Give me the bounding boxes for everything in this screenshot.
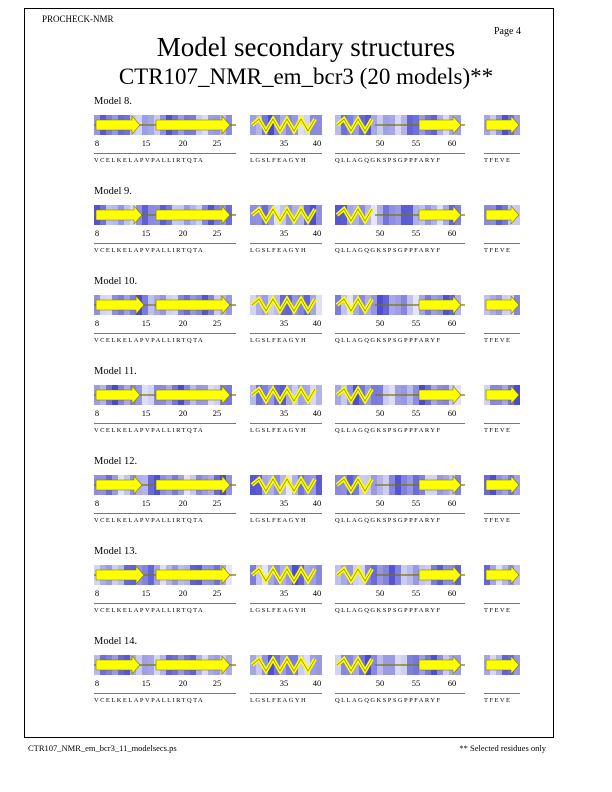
sequence-text: LGSLFEAGYH <box>250 337 308 344</box>
structure-segment <box>335 295 465 315</box>
residue-tick-label: 20 <box>178 318 188 328</box>
sequence-rule <box>484 333 520 334</box>
residue-tick-label: 55 <box>411 498 421 508</box>
sequence-rule <box>94 513 236 514</box>
sequence-text: VCELKELAPVPALLIRTQTA <box>94 247 205 254</box>
residue-tick-label: 50 <box>375 408 385 418</box>
model-label: Model 10. <box>94 276 138 287</box>
sequence-text: LGSLFEAGYH <box>250 607 308 614</box>
sequence-text: LGSLFEAGYH <box>250 517 308 524</box>
residue-tick-label: 15 <box>141 228 151 238</box>
residue-tick-label: 35 <box>279 498 289 508</box>
structure-segment <box>250 205 322 225</box>
residue-tick-label: 40 <box>312 318 322 328</box>
structure-segment <box>484 475 520 495</box>
residue-tick-label: 35 <box>279 138 289 148</box>
sequence-text: VCELKELAPVPALLIRTQTA <box>94 517 205 524</box>
sequence-rule <box>484 243 520 244</box>
sequence-rule <box>250 603 322 604</box>
residue-tick-label: 50 <box>375 228 385 238</box>
sequence-rule <box>94 423 236 424</box>
sequence-text: TFEVE <box>484 697 512 704</box>
footer-filename: CTR107_NMR_em_bcr3_11_modelsecs.ps <box>28 743 177 753</box>
residue-tick-label: 55 <box>411 678 421 688</box>
sequence-rule <box>335 243 465 244</box>
model-label: Model 8. <box>94 96 132 107</box>
residue-tick-label: 40 <box>312 228 322 238</box>
sequence-text: QLLAGQGKSPSGPPFARYF <box>335 157 442 164</box>
model-block <box>94 366 534 454</box>
sequence-text: QLLAGQGKSPSGPPFARYF <box>335 607 442 614</box>
residue-tick-label: 60 <box>447 408 457 418</box>
residue-tick-label: 8 <box>94 228 100 238</box>
model-label: Model 11. <box>94 366 137 377</box>
residue-tick-label: 8 <box>94 498 100 508</box>
model-block <box>94 186 534 274</box>
sequence-text: QLLAGQGKSPSGPPFARYF <box>335 697 442 704</box>
model-label: Model 12. <box>94 456 138 467</box>
residue-tick-label: 8 <box>94 588 100 598</box>
residue-tick-label: 20 <box>178 678 188 688</box>
residue-tick-label: 25 <box>212 138 222 148</box>
sequence-rule <box>250 513 322 514</box>
residue-ticks <box>94 228 534 240</box>
sequence-rule <box>94 693 236 694</box>
structure-segment <box>250 385 322 405</box>
sequence-rule <box>335 603 465 604</box>
residue-tick-label: 35 <box>279 318 289 328</box>
residue-tick-label: 40 <box>312 138 322 148</box>
residue-tick-label: 20 <box>178 228 188 238</box>
residue-tick-label: 50 <box>375 678 385 688</box>
sequence-rule <box>484 153 520 154</box>
sequence-text: TFEVE <box>484 607 512 614</box>
residue-ticks <box>94 138 534 150</box>
structure-segment <box>335 565 465 585</box>
residue-tick-label: 60 <box>447 318 457 328</box>
structure-segment <box>94 295 236 315</box>
residue-tick-label: 35 <box>279 678 289 688</box>
residue-tick-label: 40 <box>312 498 322 508</box>
sequence-rule <box>250 333 322 334</box>
residue-tick-label: 15 <box>141 408 151 418</box>
residue-tick-label: 25 <box>212 678 222 688</box>
residue-tick-label: 8 <box>94 408 100 418</box>
sequence-text: QLLAGQGKSPSGPPFARYF <box>335 337 442 344</box>
residue-tick-label: 60 <box>447 588 457 598</box>
structure-segment <box>94 475 236 495</box>
residue-tick-label: 40 <box>312 588 322 598</box>
residue-tick-label: 8 <box>94 318 100 328</box>
sequence-text: TFEVE <box>484 247 512 254</box>
model-block <box>94 546 534 634</box>
sequence-rule <box>94 603 236 604</box>
residue-tick-label: 50 <box>375 138 385 148</box>
model-block <box>94 636 534 724</box>
sequence-rule <box>335 513 465 514</box>
structure-segment <box>94 115 236 135</box>
model-label: Model 9. <box>94 186 132 197</box>
sequence-rule <box>94 243 236 244</box>
sequence-rule <box>250 423 322 424</box>
structure-segment <box>250 565 322 585</box>
residue-tick-label: 20 <box>178 138 188 148</box>
sequence-text: VCELKELAPVPALLIRTQTA <box>94 607 205 614</box>
structure-segment <box>335 475 465 495</box>
sequence-text: QLLAGQGKSPSGPPFARYF <box>335 517 442 524</box>
structure-segment <box>335 115 465 135</box>
residue-tick-label: 40 <box>312 408 322 418</box>
residue-tick-label: 15 <box>141 588 151 598</box>
structure-segment <box>484 295 520 315</box>
residue-tick-label: 55 <box>411 408 421 418</box>
page-number: Page 4 <box>494 26 521 37</box>
residue-ticks <box>94 678 534 690</box>
structure-segment <box>484 115 520 135</box>
residue-tick-label: 25 <box>212 498 222 508</box>
residue-tick-label: 8 <box>94 678 100 688</box>
footer-note: ** Selected residues only <box>459 743 546 753</box>
residue-tick-label: 15 <box>141 498 151 508</box>
sequence-text: VCELKELAPVPALLIRTQTA <box>94 157 205 164</box>
model-label: Model 14. <box>94 636 138 647</box>
residue-ticks <box>94 498 534 510</box>
sequence-text: LGSLFEAGYH <box>250 247 308 254</box>
residue-tick-label: 35 <box>279 228 289 238</box>
residue-tick-label: 35 <box>279 588 289 598</box>
structure-segment <box>250 115 322 135</box>
residue-tick-label: 20 <box>178 498 188 508</box>
sequence-rule <box>94 153 236 154</box>
structure-segment <box>484 205 520 225</box>
model-block <box>94 456 534 544</box>
residue-tick-label: 60 <box>447 138 457 148</box>
structure-segment <box>94 385 236 405</box>
sequence-rule <box>250 153 322 154</box>
residue-tick-label: 55 <box>411 588 421 598</box>
structure-segment <box>94 655 236 675</box>
residue-tick-label: 15 <box>141 138 151 148</box>
structure-segment <box>484 565 520 585</box>
residue-tick-label: 60 <box>447 678 457 688</box>
structure-segment <box>335 385 465 405</box>
sequence-rule <box>250 243 322 244</box>
structure-segment <box>94 205 236 225</box>
sequence-text: TFEVE <box>484 517 512 524</box>
sequence-rule <box>250 693 322 694</box>
residue-tick-label: 60 <box>447 498 457 508</box>
residue-tick-label: 20 <box>178 408 188 418</box>
sequence-rule <box>484 423 520 424</box>
sequence-text: TFEVE <box>484 427 512 434</box>
residue-tick-label: 25 <box>212 228 222 238</box>
sequence-text: TFEVE <box>484 337 512 344</box>
residue-ticks <box>94 408 534 420</box>
model-block <box>94 276 534 364</box>
sequence-rule <box>335 333 465 334</box>
structure-segment <box>250 475 322 495</box>
sequence-text: VCELKELAPVPALLIRTQTA <box>94 337 205 344</box>
residue-tick-label: 55 <box>411 138 421 148</box>
sequence-text: LGSLFEAGYH <box>250 697 308 704</box>
residue-ticks <box>94 588 534 600</box>
structure-segment <box>250 295 322 315</box>
structure-segment <box>94 565 236 585</box>
residue-tick-label: 25 <box>212 408 222 418</box>
sequence-rule <box>484 513 520 514</box>
sequence-rule <box>335 153 465 154</box>
residue-tick-label: 50 <box>375 318 385 328</box>
residue-tick-label: 55 <box>411 228 421 238</box>
sequence-text: LGSLFEAGYH <box>250 427 308 434</box>
model-label: Model 13. <box>94 546 138 557</box>
sequence-rule <box>484 693 520 694</box>
residue-tick-label: 40 <box>312 678 322 688</box>
residue-tick-label: 15 <box>141 318 151 328</box>
structure-segment <box>250 655 322 675</box>
residue-ticks <box>94 318 534 330</box>
residue-tick-label: 50 <box>375 498 385 508</box>
sequence-rule <box>335 423 465 424</box>
sequence-text: LGSLFEAGYH <box>250 157 308 164</box>
structure-segment <box>335 205 465 225</box>
structure-segment <box>484 385 520 405</box>
residue-tick-label: 55 <box>411 318 421 328</box>
residue-tick-label: 50 <box>375 588 385 598</box>
sequence-text: VCELKELAPVPALLIRTQTA <box>94 427 205 434</box>
residue-tick-label: 15 <box>141 678 151 688</box>
sequence-text: QLLAGQGKSPSGPPFARYF <box>335 247 442 254</box>
structure-segment <box>335 655 465 675</box>
model-block <box>94 96 534 184</box>
sequence-rule <box>335 693 465 694</box>
sequence-rule <box>94 333 236 334</box>
page-title: Model secondary structures <box>156 32 456 62</box>
program-name: PROCHECK-NMR <box>42 14 114 24</box>
sequence-text: QLLAGQGKSPSGPPFARYF <box>335 427 442 434</box>
residue-tick-label: 8 <box>94 138 100 148</box>
sequence-rule <box>484 603 520 604</box>
sequence-text: TFEVE <box>484 157 512 164</box>
residue-tick-label: 25 <box>212 318 222 328</box>
residue-tick-label: 20 <box>178 588 188 598</box>
page-subtitle: CTR107_NMR_em_bcr3 (20 models)** <box>118 64 494 89</box>
residue-tick-label: 60 <box>447 228 457 238</box>
structure-segment <box>484 655 520 675</box>
sequence-text: VCELKELAPVPALLIRTQTA <box>94 697 205 704</box>
residue-tick-label: 35 <box>279 408 289 418</box>
residue-tick-label: 25 <box>212 588 222 598</box>
